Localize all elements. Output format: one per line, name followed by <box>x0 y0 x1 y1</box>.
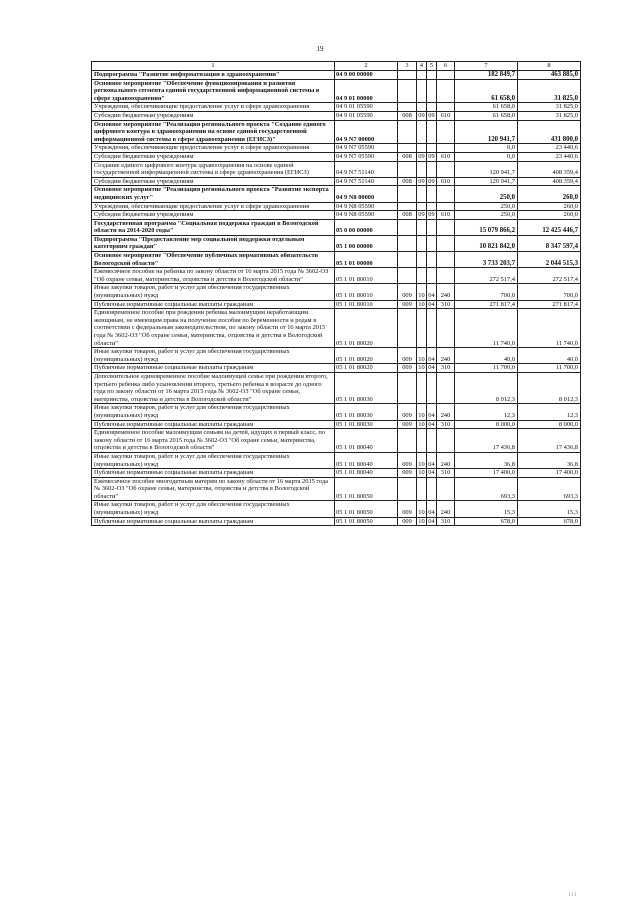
table-row <box>92 517 581 526</box>
row-amount-year2-cell: 12,3 <box>518 404 581 420</box>
row-amount-year1-cell: 272 517,4 <box>455 268 518 284</box>
row-expense-type-cell: 240 <box>437 404 455 420</box>
table-row <box>92 252 581 268</box>
table-row <box>92 364 581 373</box>
budget-table <box>91 61 581 526</box>
row-amount-year2-cell: 260,0 <box>518 186 581 202</box>
row-code-cell: 04 9 01 05590 <box>335 111 398 120</box>
row-name-cell: Ежемесячное пособие на ребенка по закону области от 16 марта 2015 года № 3602-ОЗ "Об охране семьи, материнства, отцовства и детства в Вологодской области" <box>92 268 335 284</box>
row-code-cell: 04 9 N8 00000 <box>335 186 398 202</box>
row-grbs-cell: 008 <box>398 177 417 186</box>
row-code-cell: 04 9 N8 05590 <box>335 211 398 220</box>
row-code-cell: 05 1 01 00000 <box>335 252 398 268</box>
row-grbs-cell <box>398 309 417 348</box>
row-name-cell: Иные закупки товаров, работ и услуг для обеспечения государственных (муниципальных) нужд <box>92 452 335 468</box>
row-subsection-cell <box>427 252 437 268</box>
header-cell: 3 <box>398 62 417 71</box>
row-grbs-cell <box>398 103 417 112</box>
row-code-cell: 04 9 N7 00000 <box>335 120 398 144</box>
table-row <box>92 420 581 429</box>
row-grbs-cell: 009 <box>398 404 417 420</box>
row-amount-year1-cell: 61 658,0 <box>455 103 518 112</box>
row-expense-type-cell <box>437 372 455 403</box>
row-code-cell: 05 1 01 80020 <box>335 309 398 348</box>
row-subsection-cell <box>427 268 437 284</box>
table-header-row <box>92 62 581 71</box>
row-amount-year1-cell: 0,0 <box>455 152 518 161</box>
row-amount-year2-cell: 12 425 446,7 <box>518 219 581 235</box>
row-amount-year2-cell: 17 400,0 <box>518 469 581 478</box>
header-cell: 8 <box>518 62 581 71</box>
row-name-cell: Публичные нормативные социальные выплаты гражданам <box>92 469 335 478</box>
row-expense-type-cell <box>437 309 455 348</box>
row-expense-type-cell <box>437 71 455 80</box>
row-name-cell: Единовременное пособие малоимущим семьям на детей, идущих в первый класс, по закону области от 16 марта 2015 года № 3602-ОЗ "Об охране семьи, материнства, отцовства и детства в Вологодской области" <box>92 429 335 453</box>
table-row <box>92 202 581 211</box>
row-grbs-cell <box>398 268 417 284</box>
row-subsection-cell: 04 <box>427 452 437 468</box>
table-row <box>92 477 581 501</box>
row-expense-type-cell: 610 <box>437 111 455 120</box>
row-name-cell: Основное мероприятие "Обеспечение публичных нормативных обязательств Вологодской области" <box>92 252 335 268</box>
row-amount-year2-cell: 36,8 <box>518 452 581 468</box>
row-amount-year2-cell: 8 012,3 <box>518 372 581 403</box>
row-section-cell: 10 <box>417 452 427 468</box>
row-subsection-cell <box>427 103 437 112</box>
row-expense-type-cell <box>437 186 455 202</box>
row-expense-type-cell <box>437 429 455 453</box>
row-amount-year1-cell: 700,0 <box>455 284 518 300</box>
row-amount-year1-cell: 120 941,7 <box>455 177 518 186</box>
row-section-cell: 10 <box>417 284 427 300</box>
table-row <box>92 144 581 153</box>
row-amount-year2-cell: 11 740,0 <box>518 309 581 348</box>
row-name-cell: Публичные нормативные социальные выплаты гражданам <box>92 364 335 373</box>
row-subsection-cell: 04 <box>428 469 435 477</box>
row-grbs-cell: 009 <box>398 300 417 309</box>
row-code-cell: 05 1 00 00000 <box>335 235 398 251</box>
row-expense-type-cell <box>437 144 455 153</box>
row-amount-year2-cell: 23 440,6 <box>518 144 581 153</box>
row-grbs-cell: 009 <box>398 284 417 300</box>
header-cell: 5 <box>427 62 437 71</box>
row-amount-year2-cell: 11 700,0 <box>518 364 581 373</box>
row-section-cell <box>417 161 427 177</box>
row-subsection-cell: 04 <box>428 517 435 525</box>
row-name-cell: Иные закупки товаров, работ и услуг для обеспечения государственных (муниципальных) нужд <box>92 404 335 420</box>
row-amount-year1-cell: 12,3 <box>455 404 518 420</box>
row-name-cell: Основное мероприятие "Реализация регионального проекта "Развитие экспорта медицинских услуг" <box>92 186 335 202</box>
row-amount-year1-cell: 36,8 <box>455 452 518 468</box>
row-grbs-cell <box>398 372 417 403</box>
row-expense-type-cell <box>437 79 455 103</box>
row-code-cell: 05 1 01 80030 <box>335 404 398 420</box>
row-expense-type-cell: 240 <box>437 348 455 364</box>
row-grbs-cell: 009 <box>398 501 417 517</box>
row-amount-year1-cell: 182 849,7 <box>455 71 518 80</box>
row-section-cell <box>417 309 427 348</box>
row-section-cell <box>417 372 427 403</box>
row-amount-year2-cell: 431 800,0 <box>518 120 581 144</box>
row-section-cell: 10 <box>418 469 425 477</box>
row-expense-type-cell: 310 <box>437 517 455 526</box>
row-code-cell: 04 9 01 05590 <box>335 103 398 112</box>
row-expense-type-cell: 240 <box>437 501 455 517</box>
page-number: 19 <box>316 45 324 53</box>
table-row <box>92 152 581 161</box>
row-amount-year2-cell: 2 044 515,3 <box>518 252 581 268</box>
row-amount-year2-cell: 260,0 <box>518 202 581 211</box>
footer-mark: I I I <box>568 893 576 898</box>
row-subsection-cell: 09 <box>428 177 435 185</box>
row-amount-year1-cell: 8 000,0 <box>455 420 518 429</box>
row-code-cell: 05 0 00 00000 <box>335 219 398 235</box>
row-expense-type-cell <box>437 477 455 501</box>
row-section-cell: 09 <box>418 152 425 160</box>
row-code-cell: 05 1 01 80010 <box>335 268 398 284</box>
row-amount-year2-cell: 23 440,6 <box>518 152 581 161</box>
row-amount-year1-cell: 3 733 203,7 <box>455 252 518 268</box>
row-subsection-cell: 04 <box>428 364 435 372</box>
table-row <box>92 404 581 420</box>
row-subsection-cell <box>427 219 437 235</box>
row-section-cell <box>417 202 427 211</box>
row-subsection-cell: 04 <box>427 348 437 364</box>
row-amount-year2-cell: 408 359,4 <box>518 161 581 177</box>
row-name-cell: Учреждения, обеспечивающие предоставление услуг в сфере здравоохранения <box>92 103 335 112</box>
row-name-cell: Иные закупки товаров, работ и услуг для обеспечения государственных (муниципальных) нужд <box>92 501 335 517</box>
row-grbs-cell: 009 <box>398 452 417 468</box>
row-expense-type-cell: 610 <box>437 152 455 161</box>
row-section-cell <box>417 120 427 144</box>
row-section-cell <box>417 144 427 153</box>
row-amount-year1-cell: 678,0 <box>455 517 518 526</box>
table-row <box>92 284 581 300</box>
row-section-cell: 10 <box>417 501 427 517</box>
row-grbs-cell: 008 <box>398 211 417 220</box>
row-section-cell: 10 <box>417 404 427 420</box>
row-section-cell <box>417 71 427 80</box>
row-grbs-cell <box>398 235 417 251</box>
row-amount-year1-cell: 250,0 <box>455 186 518 202</box>
table-row <box>92 111 581 120</box>
row-grbs-cell: 009 <box>398 517 417 526</box>
row-expense-type-cell: 310 <box>437 364 455 373</box>
row-amount-year1-cell: 250,0 <box>455 211 518 220</box>
row-name-cell: Государственная программа "Социальная поддержка граждан в Вологодской области на 2014-2020 годы" <box>92 219 335 235</box>
row-amount-year1-cell: 8 012,3 <box>455 372 518 403</box>
table-row <box>92 300 581 309</box>
row-amount-year1-cell: 120 941,7 <box>455 120 518 144</box>
row-expense-type-cell <box>437 161 455 177</box>
row-grbs-cell: 009 <box>398 469 417 478</box>
row-amount-year2-cell: 31 825,0 <box>518 103 581 112</box>
row-code-cell: 05 1 01 80010 <box>335 300 398 309</box>
row-amount-year2-cell: 40,0 <box>518 348 581 364</box>
row-section-cell: 09 <box>418 211 425 219</box>
row-subsection-cell: 09 <box>428 211 435 219</box>
row-expense-type-cell <box>437 268 455 284</box>
row-expense-type-cell <box>437 252 455 268</box>
row-expense-type-cell: 310 <box>437 300 455 309</box>
row-code-cell: 04 9 01 00000 <box>335 79 398 103</box>
row-name-cell: Иные закупки товаров, работ и услуг для обеспечения государственных (муниципальных) нужд <box>92 348 335 364</box>
row-name-cell: Ежемесячное пособие многодетным матерям по закону области от 16 марта 2015 года № 3602-ОЗ "Об охране семьи, материнства, отцовства и детства в Вологодской области" <box>92 477 335 501</box>
table-row <box>92 211 581 220</box>
row-expense-type-cell: 240 <box>437 452 455 468</box>
row-amount-year2-cell: 15,3 <box>518 501 581 517</box>
row-code-cell: 04 9 N7 51140 <box>335 161 398 177</box>
row-section-cell: 10 <box>417 348 427 364</box>
row-name-cell: Подпрограмма "Развитие информатизации в здравоохранении" <box>92 71 335 80</box>
table-row <box>92 120 581 144</box>
row-amount-year2-cell: 700,0 <box>518 284 581 300</box>
row-code-cell: 04 9 N8 05590 <box>335 202 398 211</box>
table-row <box>92 452 581 468</box>
row-section-cell <box>417 103 427 112</box>
row-amount-year1-cell: 250,0 <box>455 202 518 211</box>
row-grbs-cell <box>398 79 417 103</box>
row-code-cell: 05 1 01 80030 <box>335 420 398 429</box>
header-cell: 4 <box>417 62 427 71</box>
row-amount-year2-cell: 693,3 <box>518 477 581 501</box>
row-subsection-cell <box>427 161 437 177</box>
row-expense-type-cell: 310 <box>437 420 455 429</box>
row-amount-year1-cell: 17 436,8 <box>455 429 518 453</box>
row-expense-type-cell <box>437 120 455 144</box>
row-name-cell: Публичные нормативные социальные выплаты гражданам <box>92 517 335 526</box>
row-name-cell: Субсидии бюджетным учреждениям <box>92 177 335 186</box>
row-section-cell <box>417 268 427 284</box>
row-name-cell: Создание единого цифрового контура здравоохранения на основе единой государственной информационной системы в сфере здравоохранения (ЕГИСЗ) <box>92 161 335 177</box>
row-subsection-cell: 04 <box>427 404 437 420</box>
row-grbs-cell: 008 <box>398 111 417 120</box>
row-subsection-cell <box>427 202 437 211</box>
row-amount-year2-cell: 272 517,4 <box>518 268 581 284</box>
row-name-cell: Субсидии бюджетным учреждениям <box>92 211 335 220</box>
row-amount-year2-cell: 271 817,4 <box>518 300 581 309</box>
row-section-cell: 09 <box>418 177 425 185</box>
header-cell: 7 <box>455 62 518 71</box>
row-section-cell: 10 <box>418 517 425 525</box>
row-amount-year1-cell: 15 079 866,2 <box>455 219 518 235</box>
row-amount-year2-cell: 260,0 <box>518 211 581 220</box>
row-grbs-cell <box>398 71 417 80</box>
row-amount-year1-cell: 15,3 <box>455 501 518 517</box>
row-name-cell: Учреждения, обеспечивающие предоставление услуг в сфере здравоохранения <box>92 202 335 211</box>
row-name-cell: Подпрограмма "Предоставление мер социальной поддержки отдельным категориям граждан" <box>92 235 335 251</box>
row-expense-type-cell: 610 <box>437 177 455 186</box>
row-subsection-cell <box>427 429 437 453</box>
row-subsection-cell: 04 <box>427 284 437 300</box>
row-section-cell: 09 <box>418 111 425 119</box>
header-cell: 2 <box>335 62 398 71</box>
row-section-cell <box>417 429 427 453</box>
row-code-cell: 05 1 01 80050 <box>335 517 398 526</box>
row-subsection-cell <box>427 71 437 80</box>
row-grbs-cell <box>398 219 417 235</box>
row-subsection-cell: 09 <box>428 152 435 160</box>
table-row <box>92 79 581 103</box>
row-amount-year1-cell: 40,0 <box>455 348 518 364</box>
row-subsection-cell <box>427 235 437 251</box>
row-amount-year2-cell: 408 359,4 <box>518 177 581 186</box>
table-row <box>92 429 581 453</box>
row-code-cell: 05 1 01 80020 <box>335 364 398 373</box>
row-code-cell: 04 9 N7 05590 <box>335 152 398 161</box>
row-expense-type-cell: 240 <box>437 284 455 300</box>
table-row <box>92 348 581 364</box>
table-row <box>92 235 581 251</box>
row-name-cell: Основное мероприятие "Обеспечение функционирования и развития регионального сегмента единой государственной информационной системы в сфере здравоохранения" <box>92 79 335 103</box>
row-amount-year1-cell: 61 658,0 <box>455 79 518 103</box>
table-row <box>92 103 581 112</box>
table-body <box>92 71 581 526</box>
row-code-cell: 05 1 01 80020 <box>335 348 398 364</box>
row-expense-type-cell: 610 <box>437 211 455 220</box>
row-grbs-cell: 009 <box>398 348 417 364</box>
row-code-cell: 04 9 00 00000 <box>335 71 398 80</box>
row-section-cell <box>417 186 427 202</box>
row-amount-year2-cell: 8 000,0 <box>518 420 581 429</box>
header-cell: 1 <box>92 62 335 71</box>
row-expense-type-cell <box>437 202 455 211</box>
row-name-cell: Субсидии бюджетным учреждениям <box>92 111 335 120</box>
row-amount-year1-cell: 61 658,0 <box>455 111 518 120</box>
row-code-cell: 05 1 01 80050 <box>335 501 398 517</box>
header-cell: 6 <box>437 62 455 71</box>
row-code-cell: 04 9 N7 51140 <box>335 177 398 186</box>
row-name-cell: Иные закупки товаров, работ и услуг для обеспечения государственных (муниципальных) нужд <box>92 284 335 300</box>
table-row <box>92 372 581 403</box>
table-row <box>92 268 581 284</box>
row-name-cell: Основное мероприятие "Реализация регионального проекта "Создание единого цифрового контура в здравоохранении на основе единой государственной информационной системы в сфере здравоохранения (ЕГИСЗ)" <box>92 120 335 144</box>
row-amount-year2-cell: 463 885,0 <box>518 71 581 80</box>
row-section-cell: 10 <box>418 420 425 428</box>
row-amount-year1-cell: 0,0 <box>455 144 518 153</box>
row-grbs-cell <box>398 161 417 177</box>
row-code-cell: 04 9 N7 05590 <box>335 144 398 153</box>
row-grbs-cell <box>398 477 417 501</box>
row-grbs-cell <box>398 144 417 153</box>
row-grbs-cell <box>398 429 417 453</box>
row-code-cell: 05 1 01 80030 <box>335 372 398 403</box>
row-subsection-cell: 04 <box>428 420 435 428</box>
row-section-cell: 10 <box>418 300 425 308</box>
row-expense-type-cell <box>437 219 455 235</box>
row-subsection-cell <box>427 477 437 501</box>
row-subsection-cell <box>427 186 437 202</box>
row-subsection-cell <box>427 120 437 144</box>
row-amount-year1-cell: 17 400,0 <box>455 469 518 478</box>
row-expense-type-cell: 310 <box>437 469 455 478</box>
row-code-cell: 05 1 01 80040 <box>335 429 398 453</box>
row-grbs-cell <box>398 252 417 268</box>
row-amount-year2-cell: 678,0 <box>518 517 581 526</box>
table-row <box>92 71 581 80</box>
table-row <box>92 309 581 348</box>
row-subsection-cell: 09 <box>428 111 435 119</box>
table-row <box>92 501 581 517</box>
table-row <box>92 161 581 177</box>
row-amount-year2-cell: 17 436,8 <box>518 429 581 453</box>
row-subsection-cell <box>427 309 437 348</box>
row-name-cell: Учреждения, обеспечивающие предоставление услуг в сфере здравоохранения <box>92 144 335 153</box>
row-name-cell: Публичные нормативные социальные выплаты гражданам <box>92 300 335 309</box>
row-section-cell: 10 <box>418 364 425 372</box>
row-expense-type-cell <box>437 235 455 251</box>
row-subsection-cell: 04 <box>427 501 437 517</box>
row-section-cell <box>417 219 427 235</box>
row-amount-year1-cell: 120 941,7 <box>455 161 518 177</box>
row-grbs-cell: 009 <box>398 364 417 373</box>
row-code-cell: 05 1 01 80040 <box>335 469 398 478</box>
row-amount-year1-cell: 271 817,4 <box>455 300 518 309</box>
table-row <box>92 469 581 478</box>
table-row <box>92 219 581 235</box>
row-amount-year2-cell: 31 825,0 <box>518 79 581 103</box>
row-section-cell <box>417 235 427 251</box>
row-amount-year1-cell: 11 740,0 <box>455 309 518 348</box>
row-name-cell: Единовременное пособие при рождении ребенка малоимущим неработающим женщинам, не имеющим права на получение пособия по беременности и родам в соответствии с федеральным законодательством, по закону области от 16 марта 2015 года № 3602-ОЗ "Об охране семьи, материнства, отцовства и детства в Вологодской области" <box>92 309 335 348</box>
row-section-cell <box>417 477 427 501</box>
row-amount-year2-cell: 31 825,0 <box>518 111 581 120</box>
row-name-cell: Субсидии бюджетным учреждениям <box>92 152 335 161</box>
table-row <box>92 177 581 186</box>
row-amount-year2-cell: 8 347 597,4 <box>518 235 581 251</box>
row-grbs-cell: 009 <box>398 420 417 429</box>
row-grbs-cell <box>398 202 417 211</box>
row-code-cell: 05 1 01 80040 <box>335 452 398 468</box>
row-subsection-cell <box>427 79 437 103</box>
table-row <box>92 186 581 202</box>
row-name-cell: Дополнительное единовременное пособие малоимущей семье при рождении второго, третьего ребенка либо усыновлении второго, третьего ребенка в возрасте до одного года по закону области от 16 марта 2015 года № 3602-ОЗ "Об охране семьи, материнства, отцовства и детства в Вологодской области" <box>92 372 335 403</box>
row-amount-year1-cell: 11 700,0 <box>455 364 518 373</box>
row-name-cell: Публичные нормативные социальные выплаты гражданам <box>92 420 335 429</box>
row-grbs-cell <box>398 120 417 144</box>
row-amount-year1-cell: 10 821 842,0 <box>455 235 518 251</box>
row-grbs-cell <box>398 186 417 202</box>
row-section-cell <box>417 252 427 268</box>
row-subsection-cell <box>427 372 437 403</box>
row-section-cell <box>417 79 427 103</box>
row-grbs-cell: 008 <box>398 152 417 161</box>
row-code-cell: 05 1 01 80010 <box>335 284 398 300</box>
row-subsection-cell <box>427 144 437 153</box>
row-code-cell: 05 1 01 80050 <box>335 477 398 501</box>
row-subsection-cell: 04 <box>428 300 435 308</box>
row-expense-type-cell <box>437 103 455 112</box>
row-amount-year1-cell: 693,3 <box>455 477 518 501</box>
